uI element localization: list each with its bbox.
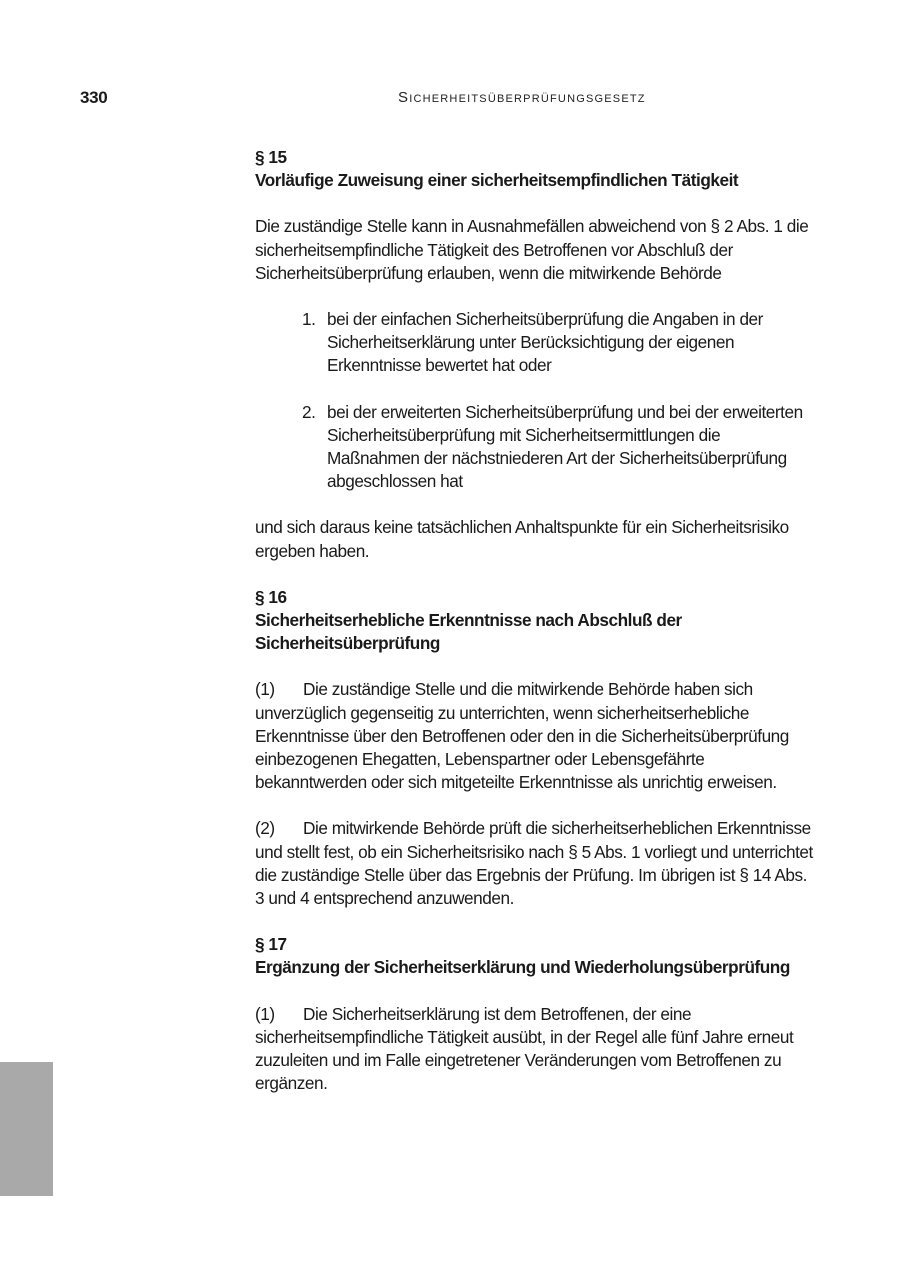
list-item <box>255 401 815 494</box>
paragraph-text: Die Sicherheitserklärung ist dem Betroffenen, der eine sicherheitsempfindliche Tätigkeit ausübt, in der Regel alle fünf Jahre erneut zuzuleiten und im Falle eingetretener Veränderungen vom Betroffenen zu ergänzen. <box>255 1003 794 1094</box>
paragraph-label: (1) <box>255 679 275 700</box>
section-number: § 15 <box>255 147 287 167</box>
paragraph-label: (2) <box>255 818 275 839</box>
section-intro: Die zuständige Stelle kann in Ausnahmefällen abweichend von § 2 Abs. 1 die sicherheitsempfindliche Tätigkeit des Betroffenen vor Abschluß der Sicherheitsüberprüfung erlauben, wenn die mitwirkende Behörde <box>255 216 809 283</box>
paragraph-text: Die zuständige Stelle und die mitwirkende Behörde haben sich unverzüglich gegenseitig zu unterrichten, wenn sicherheitserhebliche Erkenntnisse über den Betroffenen oder den in die Sicherheitsüberprüfung einbezogenen Ehegatten, Lebenspartner oder Lebensgefährte bekanntwerden oder sich mitgeteilte Erkenntnisse als unrichtig erweisen. <box>255 679 789 793</box>
list-item-number: 1. <box>302 309 316 330</box>
list-item-text: bei der einfachen Sicherheitsüberprüfung die Angaben in der Sicherheitserklärung unter Berücksichtigung der eigenen Erkenntnisse bewertet hat oder <box>327 309 763 376</box>
list-item <box>255 308 815 378</box>
section-number: § 16 <box>255 586 287 607</box>
paragraph-text: Die mitwirkende Behörde prüft die sicherheitserheblichen Erkenntnisse und stellt fest, ob ein Sicherheitsrisiko nach § 5 Abs. 1 vorliegt und unterrichtet die zuständige Stelle über das Ergebnis der Prüfung. Im übrigen ist § 14 Abs. 3 und 4 entsprechend anzuwenden. <box>255 818 813 909</box>
paragraph <box>255 678 815 794</box>
thumb-index-tab <box>0 1062 53 1196</box>
section-title: Ergänzung der Sicherheitserklärung und Wiederholungsüberprüfung <box>255 957 790 978</box>
list-item-text: bei der erweiterten Sicherheitsüberprüfung und bei der erweiterten Sicherheitsüberprüfung mit Sicherheitsermittlungen die Maßnahmen der nächstniederen Art der Sicherheitsüberprüfung abgeschlossen hat <box>327 401 803 492</box>
section-closing: und sich daraus keine tatsächlichen Anhaltspunkte für ein Sicherheitsrisiko ergeben haben. <box>255 517 789 561</box>
page-number: 330 <box>80 88 108 107</box>
paragraph <box>255 1003 815 1096</box>
section-17 <box>255 933 815 1095</box>
section-title: Vorläufige Zuweisung einer sicherheitsempfindlichen Tätigkeit <box>255 170 739 191</box>
section-number: § 17 <box>255 934 287 955</box>
paragraph-label: (1) <box>255 1003 275 1024</box>
running-head: Sicherheitsüberprüfungsgesetz <box>398 89 646 106</box>
paragraph <box>255 817 815 910</box>
section-15 <box>255 146 815 563</box>
page-body <box>255 146 815 1096</box>
section-title: Sicherheitserhebliche Erkenntnisse nach Abschluß der Sicherheitsüberprüfung <box>255 610 682 654</box>
list-item-number: 2. <box>302 401 316 422</box>
section-16 <box>255 586 815 910</box>
